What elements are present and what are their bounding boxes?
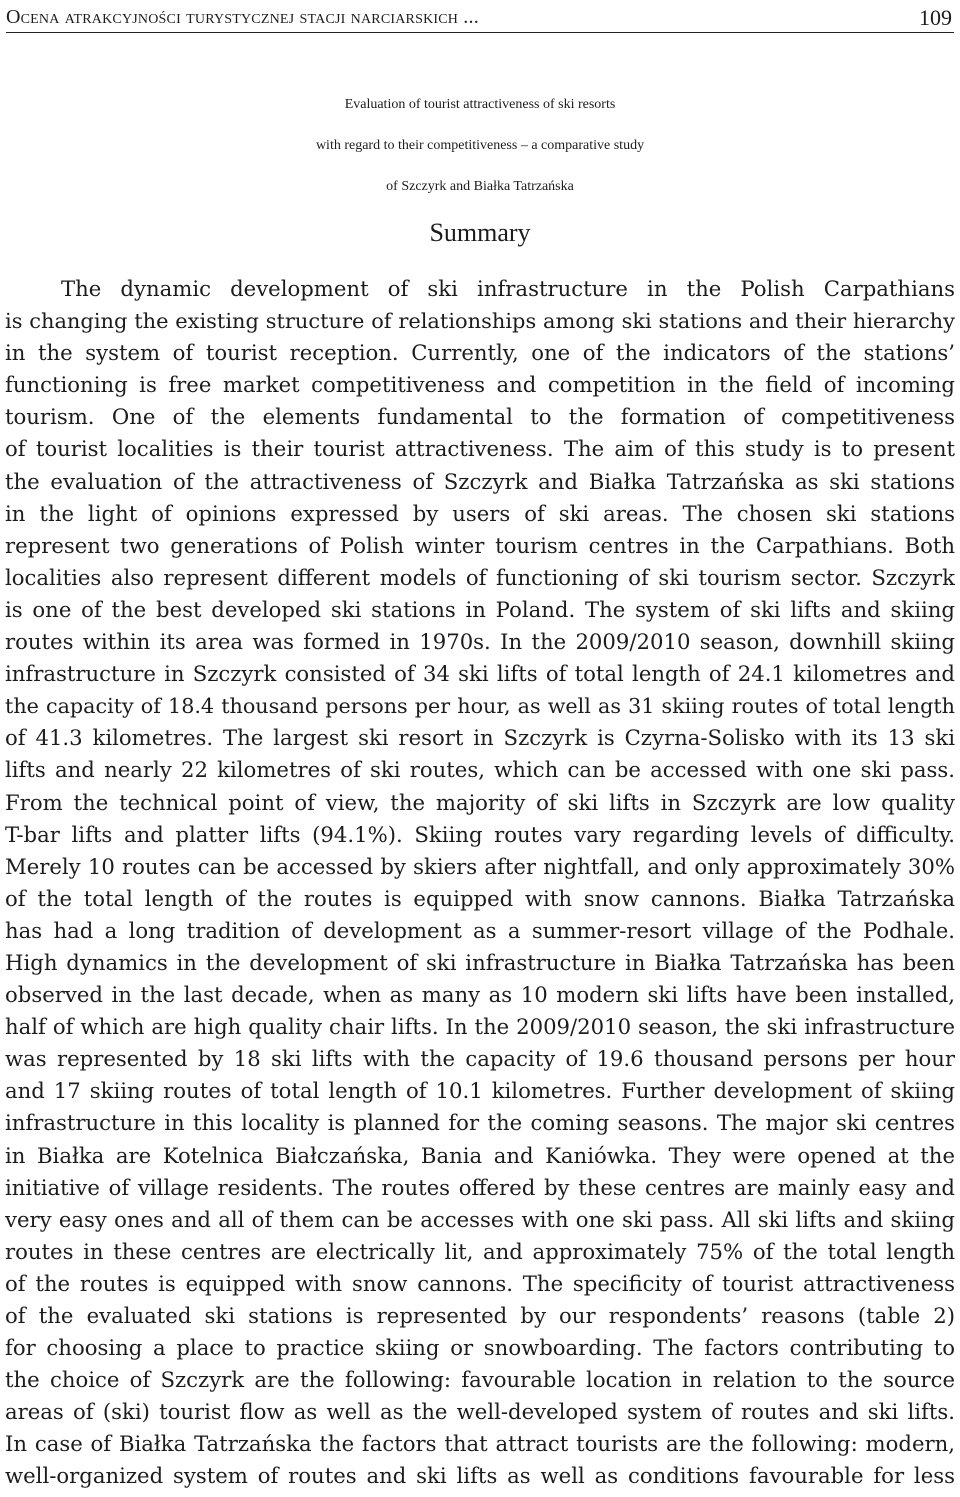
summary-line: areas of (ski) tourist flow as well as the well-developed system of routes and ski lifts. (5, 1399, 955, 1425)
running-header (6, 4, 954, 33)
summary-line: routes within its area was formed in 1970s. In the 2009/2010 season, downhill skiing (5, 629, 955, 655)
summary-line: tourism. One of the elements fundamental to the formation of competitiveness (5, 404, 955, 430)
summary-line: represent two generations of Polish winter tourism centres in the Carpathians. Both (5, 532, 955, 558)
summary-line: infrastructure in this locality is planned for the coming seasons. The major ski centres (5, 1110, 955, 1136)
summary-line: T-bar lifts and platter lifts (94.1%). Skiing routes vary regarding levels of difficulty. (5, 821, 955, 847)
summary-line: From the technical point of view, the majority of ski lifts in Szczyrk are low quality (5, 789, 955, 815)
summary-line: of the total length of the routes is equipped with snow cannons. Białka Tatrzańska (5, 885, 955, 911)
summary-line: of the routes is equipped with snow cannons. The specificity of tourist attractiveness (5, 1270, 955, 1296)
article-title (0, 84, 960, 207)
summary-heading: Summary (429, 218, 531, 247)
summary-line: is changing the existing structure of relationships among ski stations and their hierarchy (5, 309, 955, 334)
summary-line: High dynamics in the development of ski infrastructure in Białka Tatrzańska has been (5, 949, 955, 975)
summary-line: very easy ones and all of them can be accesses with one ski pass. All ski lifts and skiing (5, 1206, 955, 1232)
summary-line: and 17 skiing routes of total length of 10.1 kilometres. Further development of skiing (5, 1078, 955, 1104)
summary-line: was represented by 18 ski lifts with the capacity of 19.6 thousand persons per hour (5, 1046, 955, 1072)
summary-body (5, 273, 955, 1493)
summary-line: in the system of tourist reception. Currently, one of the indicators of the stations’ (5, 340, 955, 366)
summary-line: has had a long tradition of development as a summer-resort village of the Podhale. (5, 917, 955, 943)
title-line: Evaluation of tourist attractiveness of ski resorts (344, 97, 616, 112)
summary-line: the capacity of 18.4 thousand persons per hour, as well as 31 skiing routes of total length (5, 694, 955, 719)
page-number: 109 (919, 5, 952, 30)
summary-line: Merely 10 routes can be accessed by skiers after nightfall, and only approximately 30% (5, 853, 955, 879)
summary-line: functioning is free market competitiveness and competition in the field of incoming (5, 372, 955, 398)
summary-line: lifts and nearly 22 kilometres of ski routes, which can be accessed with one ski pass. (5, 757, 955, 783)
summary-line: the choice of Szczyrk are the following: favourable location in relation to the source (5, 1367, 955, 1393)
summary-line: in Białka are Kotelnica Białczańska, Bania and Kaniówka. They were opened at the (5, 1142, 955, 1168)
summary-line: of 41.3 kilometres. The largest ski resort in Szczyrk is Czyrna-Solisko with its 13 ski (5, 725, 955, 751)
summary-line: well-organized system of routes and ski lifts as well as conditions favourable for less (5, 1463, 955, 1489)
summary-line: routes in these centres are electrically lit, and approximately 75% of the total length (5, 1238, 955, 1264)
running-title: Ocena atrakcyjności turystycznej stacji narciarskich ... (6, 6, 479, 28)
summary-line: for choosing a place to practice skiing or snowboarding. The factors contributing to (5, 1335, 955, 1361)
summary-line: of tourist localities is their tourist attractiveness. The aim of this study is to present (5, 436, 955, 462)
summary-line: infrastructure in Szczyrk consisted of 34 ski lifts of total length of 24.1 kilometres and (5, 661, 955, 687)
summary-line: in the light of opinions expressed by users of ski areas. The chosen ski stations (5, 500, 955, 526)
summary-line: of the evaluated ski stations is represented by our respondents’ reasons (table 2) (5, 1303, 955, 1328)
summary-line: The dynamic development of ski infrastructure in the Polish Carpathians (61, 276, 955, 301)
summary-line: initiative of village residents. The routes offered by these centres are mainly easy and (5, 1174, 955, 1200)
summary-line: half of which are high quality chair lifts. In the 2009/2010 season, the ski infrastructure (5, 1014, 955, 1040)
summary-line: is one of the best developed ski stations in Poland. The system of ski lifts and skiing (5, 596, 955, 622)
title-line: with regard to their competitiveness – a comparative study (315, 138, 645, 153)
title-line: of Szczyrk and Białka Tatrzańska (386, 179, 574, 194)
summary-line: localities also represent different models of functioning of ski tourism sector. Szczyrk (5, 564, 955, 590)
summary-line: observed in the last decade, when as many as 10 modern ski lifts have been installed, (5, 982, 955, 1008)
summary-line: the evaluation of the attractiveness of Szczyrk and Białka Tatrzańska as ski stations (5, 468, 955, 494)
summary-line: In case of Białka Tatrzańska the factors that attract tourists are the following: modern, (5, 1431, 955, 1457)
